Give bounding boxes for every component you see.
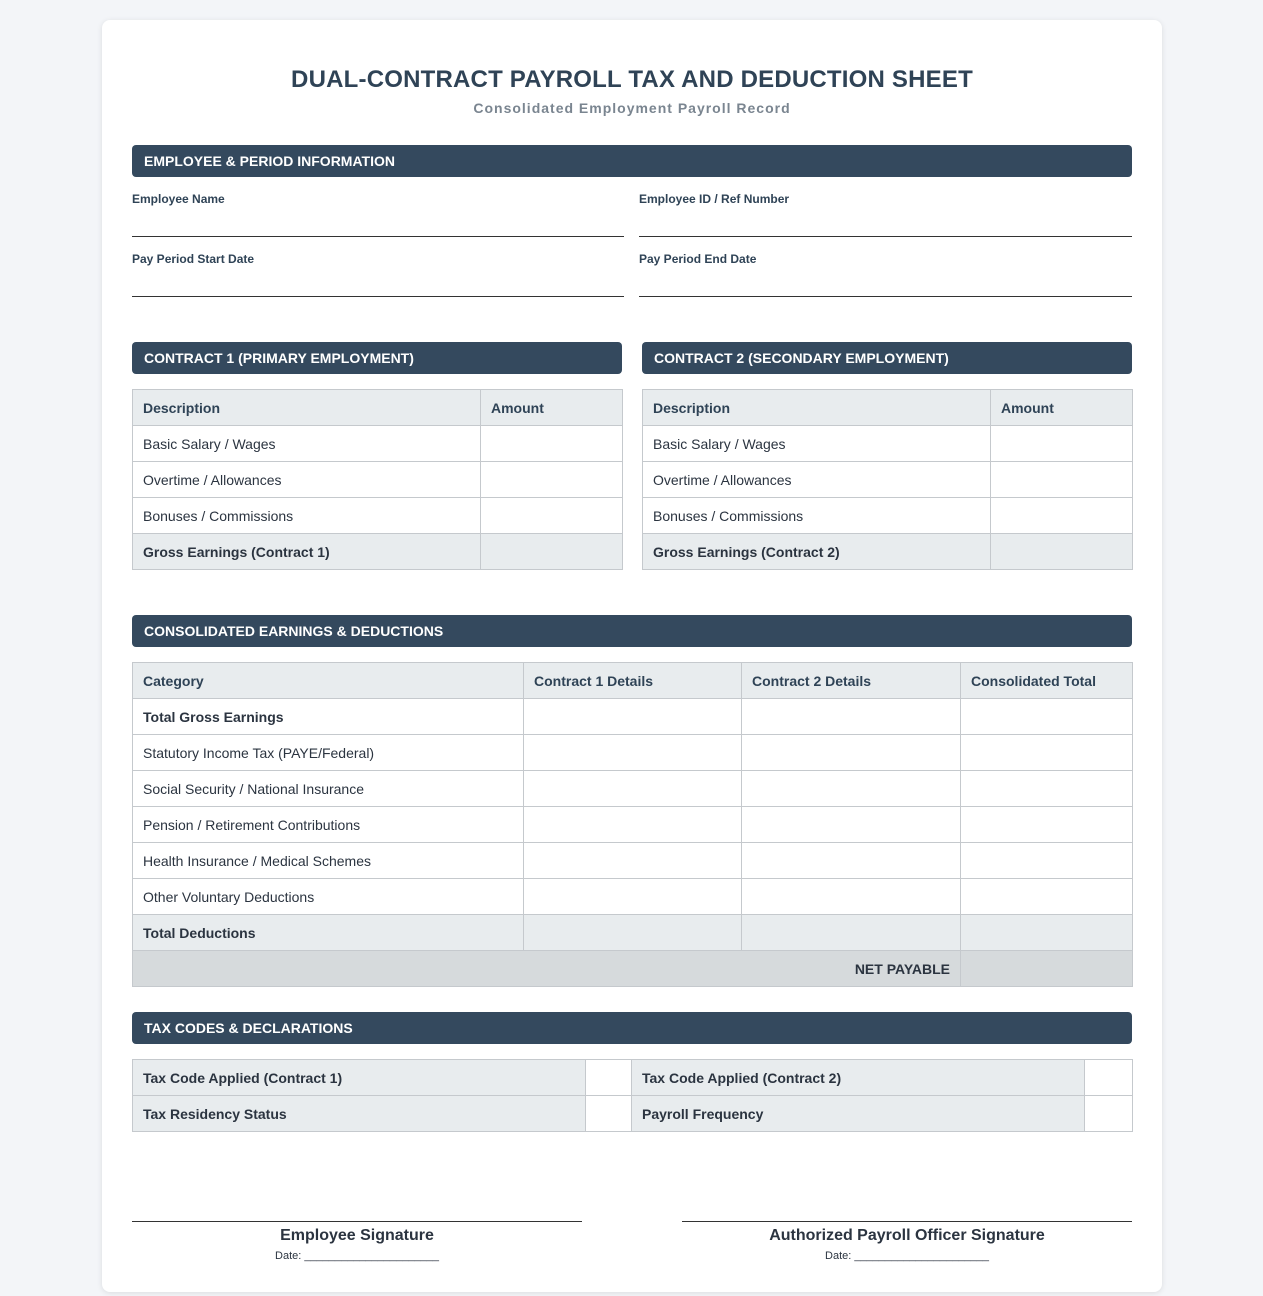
contract1-section-header: CONTRACT 1 (PRIMARY EMPLOYMENT) xyxy=(132,342,622,374)
contract2-amount-cell[interactable] xyxy=(991,426,1133,462)
table-row xyxy=(133,1060,1133,1096)
contract2-row-label: Basic Salary / Wages xyxy=(643,426,991,462)
table-row xyxy=(133,915,1133,951)
contract1-row-label: Overtime / Allowances xyxy=(133,462,481,498)
employee-signature-line[interactable] xyxy=(132,1221,582,1222)
contract1-table xyxy=(132,389,623,570)
period-end-field[interactable] xyxy=(639,296,1132,297)
employee-name-field[interactable] xyxy=(132,236,624,237)
consolidated-cell[interactable] xyxy=(742,843,961,879)
table-row xyxy=(133,735,1133,771)
consolidated-cell[interactable] xyxy=(742,915,961,951)
page-title: DUAL-CONTRACT PAYROLL TAX AND DEDUCTION SHEET xyxy=(291,66,973,93)
contract2-amount-cell[interactable] xyxy=(991,462,1133,498)
consolidated-row-label: Health Insurance / Medical Schemes xyxy=(133,843,524,879)
officer-signature-date: Date: ______________________ xyxy=(825,1250,989,1262)
consolidated-cell[interactable] xyxy=(524,843,742,879)
consolidated-cell[interactable] xyxy=(961,807,1133,843)
consolidated-cell[interactable] xyxy=(742,879,961,915)
period-start-label: Pay Period Start Date xyxy=(132,252,255,266)
net-payable-label: NET PAYABLE xyxy=(133,951,961,987)
table-row xyxy=(133,843,1133,879)
consolidated-cell[interactable] xyxy=(524,915,742,951)
contract2-total-label: Gross Earnings (Contract 2) xyxy=(643,534,991,570)
consolidated-row-label: Pension / Retirement Contributions xyxy=(133,807,524,843)
consolidated-row-label: Social Security / National Insurance xyxy=(133,771,524,807)
consolidated-cell[interactable] xyxy=(524,735,742,771)
consolidated-row-label: Statutory Income Tax (PAYE/Federal) xyxy=(133,735,524,771)
consolidated-cell[interactable] xyxy=(524,879,742,915)
contract1-total-cell[interactable] xyxy=(481,534,623,570)
consolidated-cell[interactable] xyxy=(524,807,742,843)
consolidated-section-header: CONSOLIDATED EARNINGS & DEDUCTIONS xyxy=(132,615,1132,647)
contract1-total-label: Gross Earnings (Contract 1) xyxy=(133,534,481,570)
total-deductions-label: Total Deductions xyxy=(133,915,524,951)
consolidated-row-label: Total Gross Earnings xyxy=(133,699,524,735)
table-row xyxy=(643,498,1133,534)
contract1-amount-cell[interactable] xyxy=(481,426,623,462)
table-row xyxy=(133,807,1133,843)
table-row xyxy=(133,771,1133,807)
contract1-amount-cell[interactable] xyxy=(481,498,623,534)
consolidated-cell[interactable] xyxy=(524,771,742,807)
consolidated-cell[interactable] xyxy=(961,771,1133,807)
table-row xyxy=(133,879,1133,915)
employee-signature-date: Date: ______________________ xyxy=(275,1250,439,1262)
tax-code-c1-label: Tax Code Applied (Contract 1) xyxy=(133,1060,586,1096)
consolidated-cell[interactable] xyxy=(742,807,961,843)
net-payable-row xyxy=(133,951,1133,987)
frequency-label: Payroll Frequency xyxy=(632,1096,1085,1132)
tax-code-c2-field[interactable] xyxy=(1085,1060,1133,1096)
employee-id-label: Employee ID / Ref Number xyxy=(639,192,790,206)
contract2-row-label: Bonuses / Commissions xyxy=(643,498,991,534)
table-row xyxy=(133,498,623,534)
table-row xyxy=(133,534,623,570)
contract2-col-amount: Amount xyxy=(991,390,1133,426)
consolidated-cell[interactable] xyxy=(961,735,1133,771)
consolidated-table xyxy=(132,662,1133,987)
consolidated-cell[interactable] xyxy=(524,699,742,735)
table-row xyxy=(133,699,1133,735)
table-row xyxy=(643,426,1133,462)
consolidated-col-contract1: Contract 1 Details xyxy=(524,663,742,699)
consolidated-col-total: Consolidated Total xyxy=(961,663,1133,699)
contract2-col-description: Description xyxy=(643,390,991,426)
contract2-row-label: Overtime / Allowances xyxy=(643,462,991,498)
tax-code-c1-field[interactable] xyxy=(586,1060,632,1096)
contract1-amount-cell[interactable] xyxy=(481,462,623,498)
employee-name-label: Employee Name xyxy=(132,192,225,206)
consolidated-cell[interactable] xyxy=(742,771,961,807)
payroll-sheet xyxy=(102,20,1162,1292)
tax-codes-table xyxy=(132,1059,1133,1132)
consolidated-cell[interactable] xyxy=(961,879,1133,915)
employee-section-header: EMPLOYEE & PERIOD INFORMATION xyxy=(132,145,1132,177)
contract2-amount-cell[interactable] xyxy=(991,498,1133,534)
employee-signature-label: Employee Signature xyxy=(280,1227,434,1244)
consolidated-col-contract2: Contract 2 Details xyxy=(742,663,961,699)
contract1-row-label: Basic Salary / Wages xyxy=(133,426,481,462)
table-row xyxy=(133,1096,1133,1132)
frequency-field[interactable] xyxy=(1085,1096,1133,1132)
table-row xyxy=(643,462,1133,498)
residency-field[interactable] xyxy=(586,1096,632,1132)
consolidated-cell[interactable] xyxy=(961,699,1133,735)
contract2-section-header: CONTRACT 2 (SECONDARY EMPLOYMENT) xyxy=(642,342,1132,374)
table-row xyxy=(643,534,1133,570)
contract1-col-amount: Amount xyxy=(481,390,623,426)
period-end-label: Pay Period End Date xyxy=(639,252,757,266)
consolidated-cell[interactable] xyxy=(961,843,1133,879)
officer-signature-line[interactable] xyxy=(682,1221,1132,1222)
contract2-total-cell[interactable] xyxy=(991,534,1133,570)
tax-code-c2-label: Tax Code Applied (Contract 2) xyxy=(632,1060,1085,1096)
page-subtitle: Consolidated Employment Payroll Record xyxy=(473,100,791,116)
employee-id-field[interactable] xyxy=(639,236,1132,237)
residency-label: Tax Residency Status xyxy=(133,1096,586,1132)
contract1-col-description: Description xyxy=(133,390,481,426)
net-payable-cell[interactable] xyxy=(961,951,1133,987)
table-row xyxy=(133,462,623,498)
consolidated-col-category: Category xyxy=(133,663,524,699)
consolidated-cell[interactable] xyxy=(742,699,961,735)
consolidated-row-label: Other Voluntary Deductions xyxy=(133,879,524,915)
table-row xyxy=(133,426,623,462)
contract2-table xyxy=(642,389,1133,570)
contract1-row-label: Bonuses / Commissions xyxy=(133,498,481,534)
period-start-field[interactable] xyxy=(132,296,624,297)
tax-codes-section-header: TAX CODES & DECLARATIONS xyxy=(132,1012,1132,1044)
consolidated-cell[interactable] xyxy=(742,735,961,771)
officer-signature-label: Authorized Payroll Officer Signature xyxy=(769,1227,1045,1244)
consolidated-cell[interactable] xyxy=(961,915,1133,951)
